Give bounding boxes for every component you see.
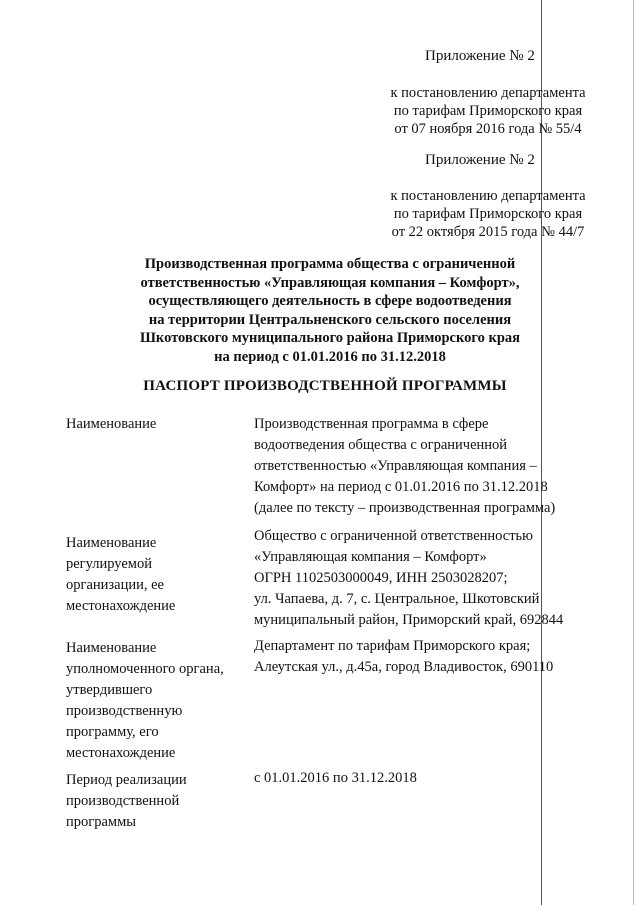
label-line: регулируемой — [66, 556, 152, 572]
annex-1-reference — [368, 84, 608, 138]
value-line: с 01.01.2016 по 31.12.2018 — [254, 770, 417, 786]
value-line: Производственная программа в сфере — [254, 416, 489, 432]
label-line: местонахождение — [66, 745, 176, 761]
label-line: местонахождение — [66, 598, 176, 614]
annex-2-ref-line: по тарифам Приморского края — [393, 206, 583, 222]
value-line: водоотведения общества с ограниченной — [254, 437, 508, 453]
title-line: Шкотовского муниципального района Приморского края — [139, 330, 520, 346]
value-line: ответственностью «Управляющая компания – — [254, 458, 537, 474]
label-line: Период реализации — [66, 772, 187, 788]
value-line: муниципальный район, Приморский край, 692844 — [254, 612, 564, 628]
value-line: ОГРН 1102503000049, ИНН 2503028207; — [254, 570, 508, 586]
row-label-authority — [66, 638, 256, 764]
value-line: Алеутская ул., д.45а, город Владивосток, 690110 — [254, 659, 554, 675]
row-value-authority — [254, 636, 584, 678]
annex-1-ref-line: по тарифам Приморского края — [393, 103, 583, 119]
label-line: Наименование — [66, 535, 157, 551]
row-value-period — [254, 768, 584, 789]
row-label-name — [66, 414, 256, 435]
label-line: Наименование — [66, 640, 157, 656]
row-label-organization — [66, 533, 256, 617]
annex-2-ref-line: к постановлению департамента — [390, 188, 586, 204]
title-line: на территории Центральненского сельского поселения — [148, 311, 512, 328]
label-line: производственной — [66, 793, 180, 809]
row-label-period — [66, 770, 256, 833]
value-line: ул. Чапаева, д. 7, с. Центральное, Шкотовский — [254, 591, 540, 607]
annex-1-label: Приложение № 2 — [425, 48, 535, 64]
value-line: Департамент по тарифам Приморского края; — [254, 638, 531, 654]
annex-2-label: Приложение № 2 — [425, 152, 535, 168]
annex-1-ref-line: от 07 ноября 2016 года № 55/4 — [394, 121, 582, 137]
value-line: (далее по тексту – производственная программа) — [254, 500, 556, 516]
annex-2-ref-line: от 22 октября 2015 года № 44/7 — [391, 224, 585, 240]
passport-heading: ПАСПОРТ ПРОИЗВОДСТВЕННОЙ ПРОГРАММЫ — [143, 378, 507, 394]
label-line: организации, ее — [66, 577, 164, 593]
title-line: Производственная программа общества с ограниченной — [144, 256, 516, 272]
value-line: Комфорт» на период с 01.01.2016 по 31.12.2018 — [254, 479, 548, 495]
row-value-organization — [254, 526, 584, 631]
row-value-name — [254, 414, 584, 519]
label-line: уполномоченного органа, — [66, 661, 224, 677]
annex-2-reference — [368, 187, 608, 241]
annex-1-ref-line: к постановлению департамента — [390, 85, 586, 101]
title-line: ответственностью «Управляющая компания – Комфорт», — [140, 274, 520, 291]
label-line: программу, его — [66, 724, 159, 740]
label-line: утвердившего — [66, 682, 153, 698]
label-line: программы — [66, 814, 136, 830]
label-line: производственную — [66, 703, 183, 719]
scan-edge-line — [633, 0, 634, 905]
value-line: «Управляющая компания – Комфорт» — [254, 549, 487, 565]
title-line: осуществляющего деятельность в сфере водоотведения — [148, 293, 512, 309]
document-title — [100, 255, 560, 366]
title-line: на период с 01.01.2016 по 31.12.2018 — [214, 348, 446, 365]
label-line: Наименование — [66, 416, 157, 432]
value-line: Общество с ограниченной ответственностью — [254, 528, 533, 544]
